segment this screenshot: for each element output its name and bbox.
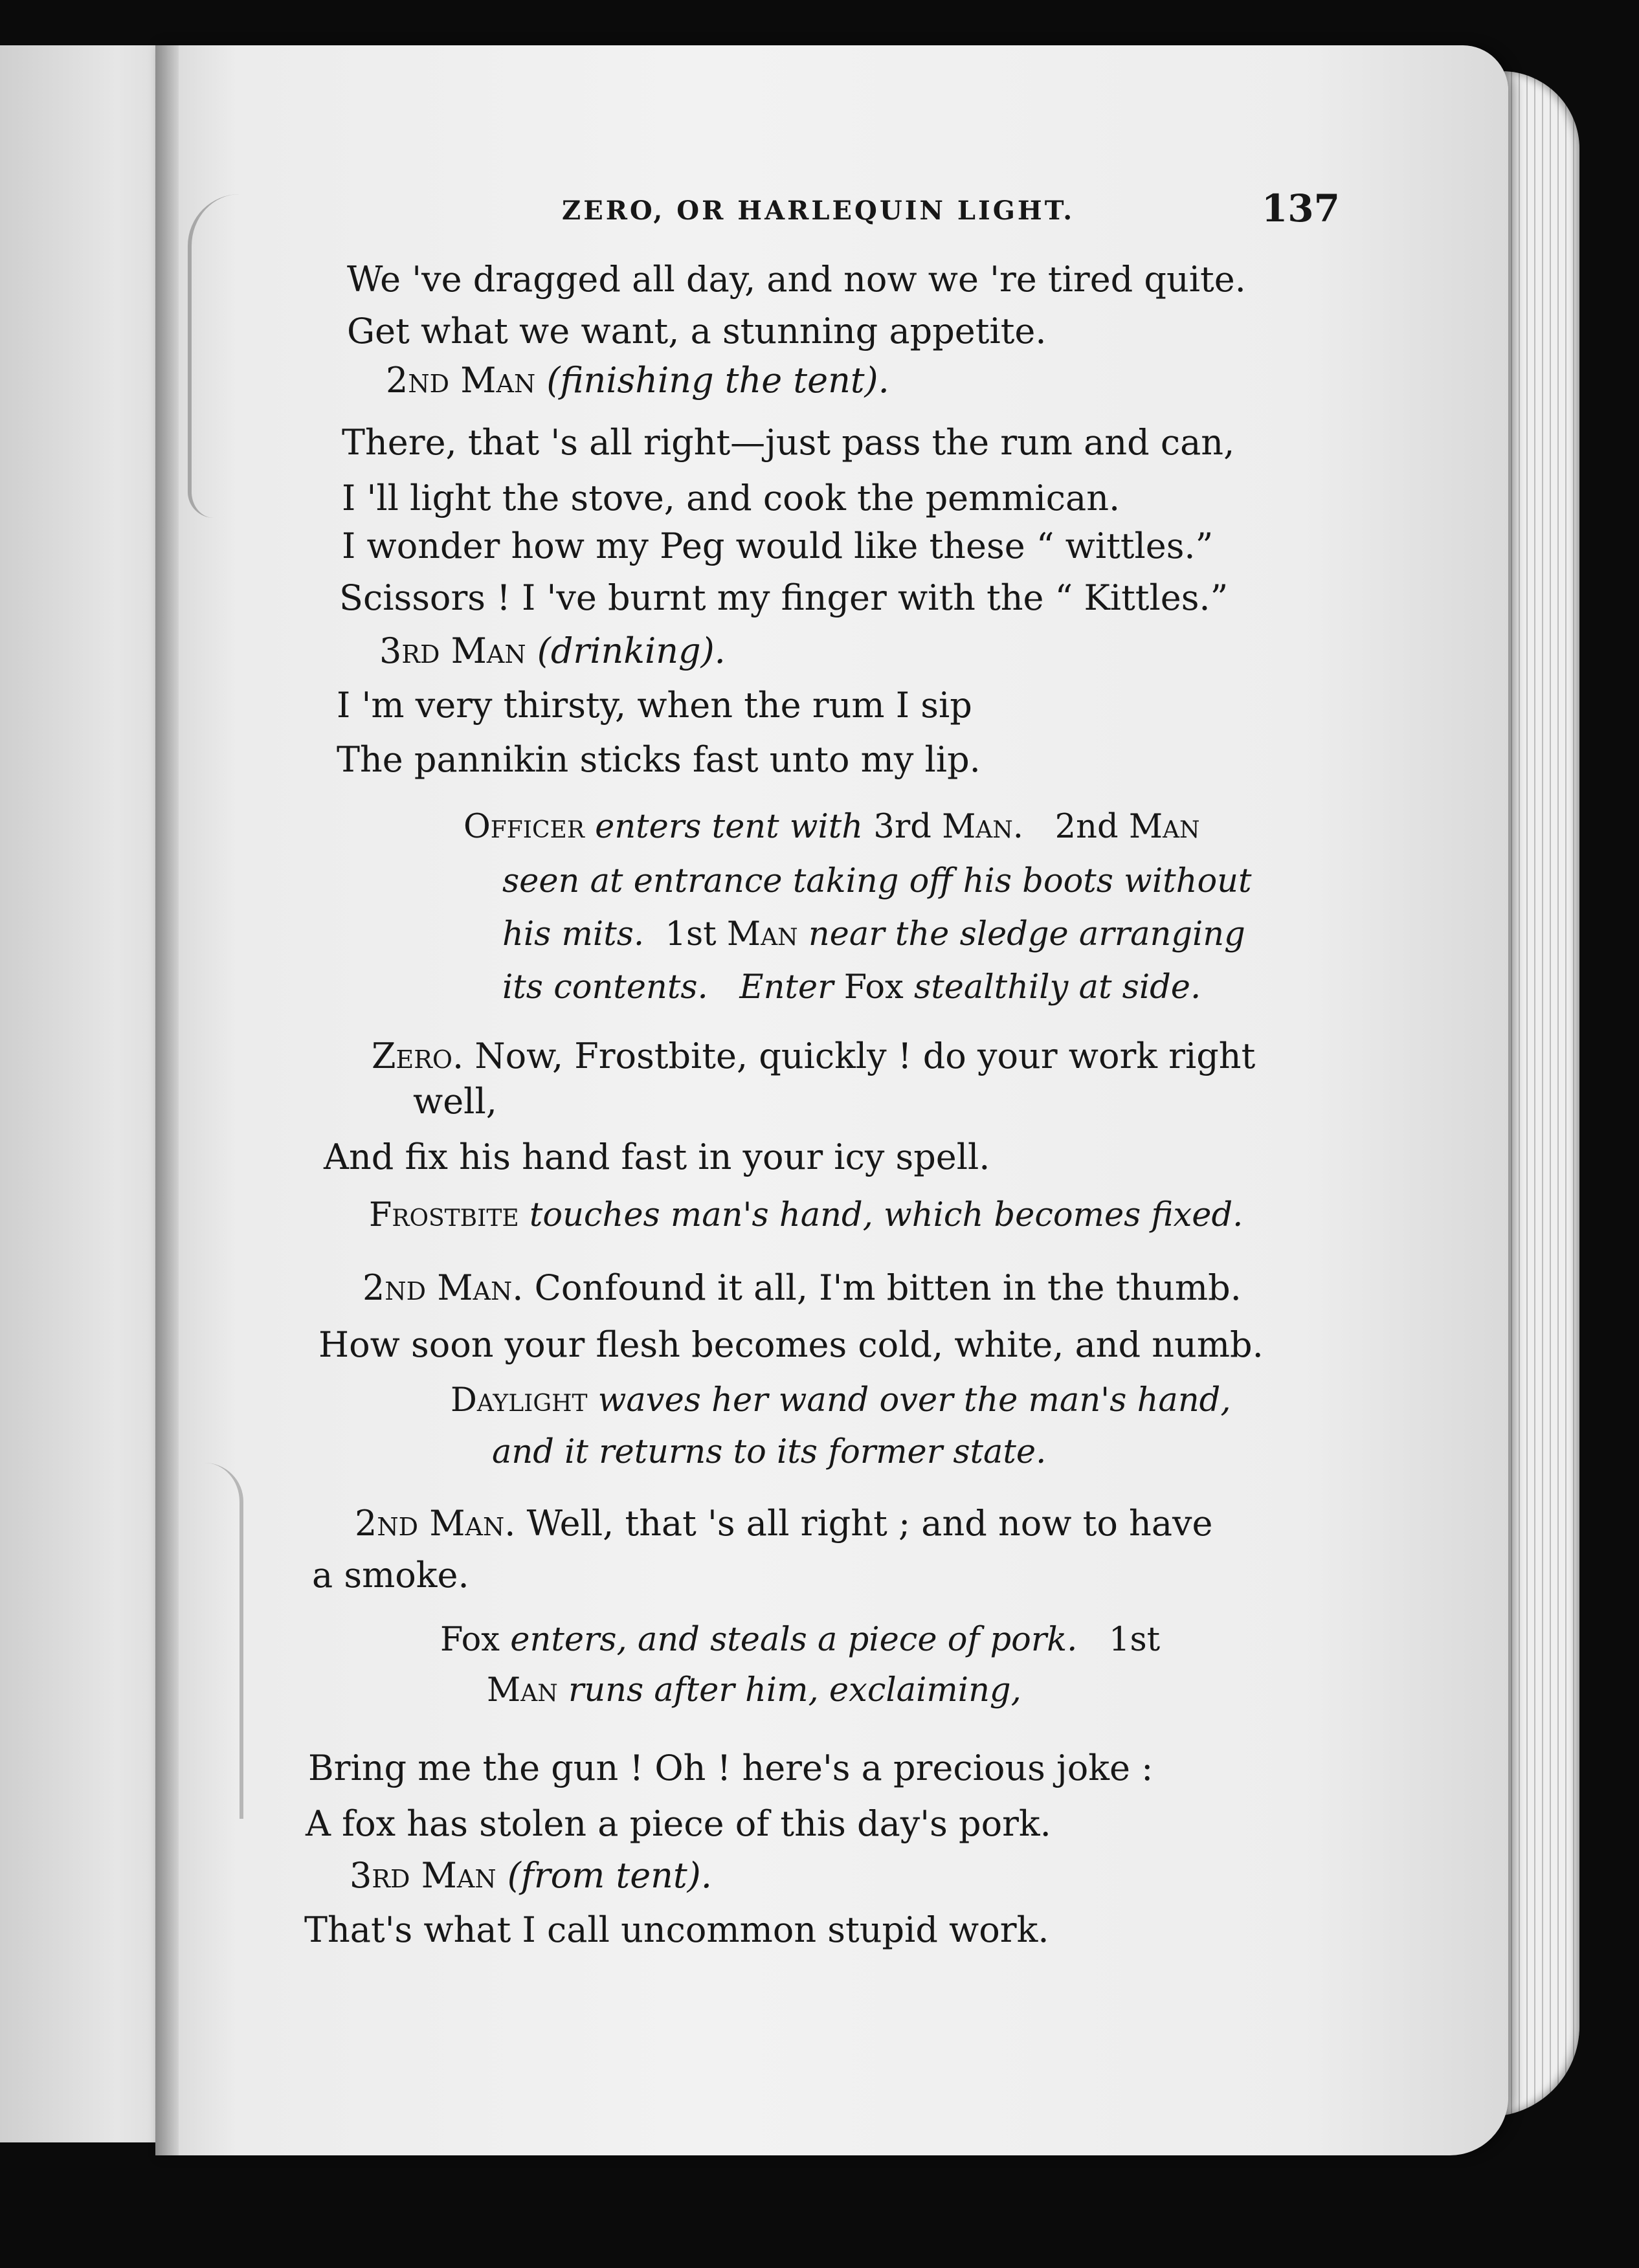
speaker-line — [372, 1036, 1255, 1077]
direction-text: 1st — [665, 915, 717, 953]
verse-line: And fix his hand fast in your icy spell. — [324, 1137, 990, 1177]
direction-text: 1st — [1109, 1621, 1161, 1659]
speaker-line — [362, 1267, 1242, 1309]
page-number: 137 — [1261, 186, 1340, 230]
verse-line: a smoke. — [312, 1555, 469, 1595]
speaker-line — [350, 1855, 712, 1896]
verse-line: A fox has stolen a piece of this day's pork. — [306, 1803, 1051, 1844]
verse-text: Confound it all, I'm bitten in the thumb. — [534, 1267, 1242, 1308]
verse-line: well, — [413, 1081, 497, 1122]
verse-line: That's what I call uncommon stupid work. — [304, 1909, 1049, 1950]
character-name: Frostbite — [369, 1196, 519, 1234]
speaker-name: 3rd Man — [350, 1855, 496, 1896]
direction-text: Enter — [739, 968, 834, 1006]
speaker-name: Zero. — [372, 1036, 464, 1076]
speaker-name: 2nd Man — [386, 360, 536, 401]
character-name: Man — [487, 1671, 558, 1709]
direction-text: near the sledge arranging — [808, 915, 1245, 953]
verse-line: How soon your flesh becomes cold, white, and numb. — [318, 1324, 1264, 1365]
speaker-name: 2nd Man. — [355, 1503, 516, 1544]
verse-line: Scissors ! I 've burnt my finger with the “ Kittles.” — [339, 577, 1229, 618]
stage-direction — [502, 967, 1201, 1008]
verse-line: Get what we want, a stunning appetite. — [347, 311, 1047, 351]
verse-text: Now, Frostbite, quickly ! do your work right — [474, 1036, 1256, 1076]
speaker-line — [355, 1503, 1213, 1544]
stage-note: (finishing the tent). — [546, 360, 889, 401]
direction-text: touches man's hand, which becomes fixed. — [529, 1196, 1243, 1234]
direction-text: 2nd — [1054, 808, 1119, 846]
character-name: Daylight — [451, 1381, 588, 1419]
speaker-name: 2nd Man. — [362, 1267, 524, 1308]
character-name: Fox — [440, 1621, 500, 1659]
character-name: Fox — [843, 968, 904, 1006]
verse-line: There, that 's all right—just pass the rum and can, — [342, 422, 1235, 463]
stage-direction — [463, 806, 1200, 848]
stage-direction — [502, 914, 1245, 955]
direction-text: and it returns to its former state. — [492, 1433, 1047, 1471]
direction-text: runs after him, exclaiming, — [568, 1671, 1021, 1709]
speaker-name: 3rd Man — [379, 630, 526, 671]
character-name: Man — [1128, 808, 1200, 846]
stage-direction — [440, 1619, 1160, 1661]
verse-line: I 'm very thirsty, when the rum I sip — [337, 685, 972, 726]
direction-text: seen at entrance taking off his boots without — [502, 862, 1252, 900]
verse-line: Bring me the gun ! Oh ! here's a precious joke : — [308, 1748, 1154, 1788]
verse-line: The pannikin sticks fast unto my lip. — [337, 739, 981, 780]
speaker-line — [379, 630, 726, 672]
verse-line: We 've dragged all day, and now we 're tired quite. — [347, 259, 1246, 300]
direction-text: 3rd — [873, 808, 931, 846]
direction-text: waves her wand over the man's hand, — [597, 1381, 1231, 1419]
character-name: Officer — [463, 808, 585, 846]
character-name: Man. — [942, 808, 1024, 846]
direction-text: its contents. — [502, 968, 708, 1006]
running-head: ZERO, OR HARLEQUIN LIGHT. — [562, 195, 1075, 226]
character-name: Man — [726, 915, 798, 953]
stage-note: (from tent). — [507, 1855, 712, 1896]
direction-text: enters tent with — [595, 808, 864, 846]
direction-text: his mits. — [502, 915, 645, 953]
stage-direction — [451, 1380, 1231, 1421]
stage-note: (drinking). — [537, 630, 726, 671]
speaker-line — [386, 360, 889, 401]
stage-direction — [502, 861, 1252, 902]
verse-line: I wonder how my Peg would like these “ wittles.” — [342, 526, 1214, 566]
direction-text: stealthily at side. — [914, 968, 1201, 1006]
direction-text: enters, and steals a piece of pork. — [510, 1621, 1078, 1659]
stage-direction — [492, 1432, 1046, 1473]
stage-direction — [487, 1670, 1021, 1711]
verse-line: I 'll light the stove, and cook the pemmican. — [342, 478, 1121, 518]
stage-direction — [369, 1195, 1243, 1236]
verse-text: Well, that 's all right ; and now to have — [526, 1503, 1213, 1544]
